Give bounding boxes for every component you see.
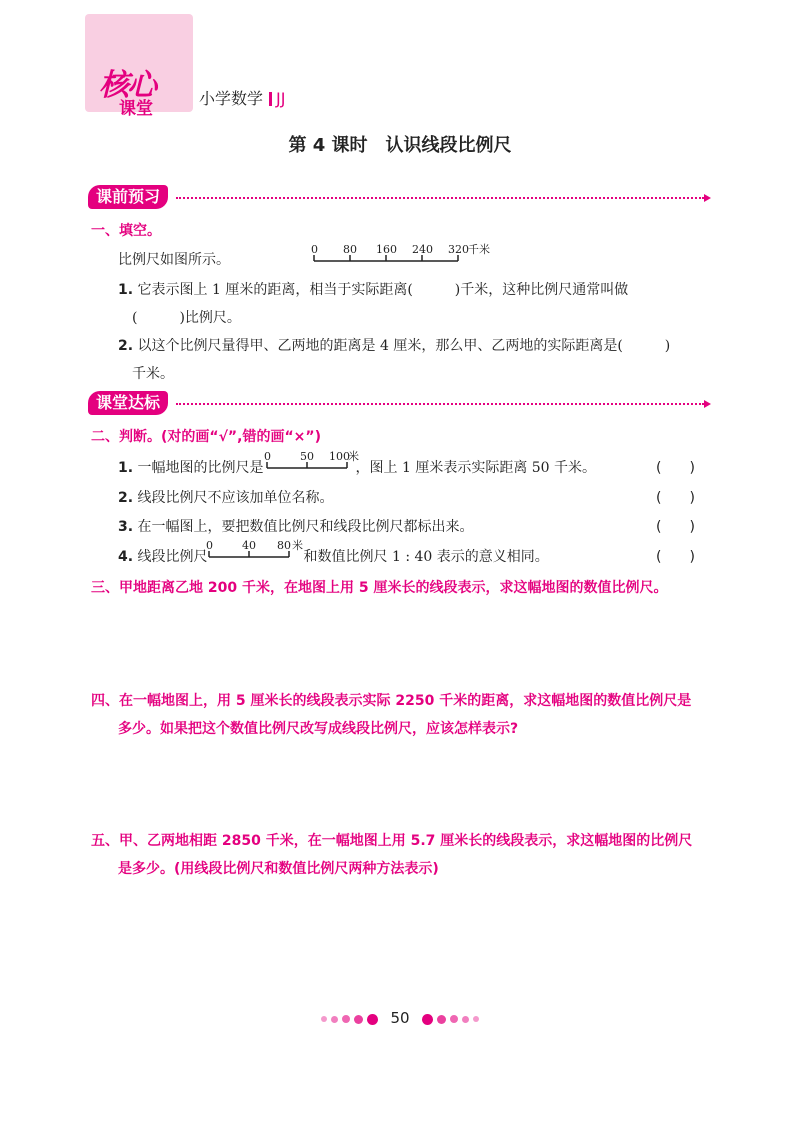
item-number: 2. [118, 338, 134, 354]
q2-item-2 [118, 487, 334, 507]
scale-label: 0 [311, 243, 318, 256]
answer-blank[interactable]: ( ) [656, 519, 695, 535]
answer-blank[interactable]: ( ) [656, 549, 695, 565]
scale-unit: 千米 [468, 243, 490, 256]
decorative-dots-right [420, 1011, 481, 1027]
scale-unit: 米 [348, 450, 359, 463]
arrow-icon [704, 400, 711, 408]
item-text: 以这个比例尺量得甲、乙两地的距离是 4 厘米，那么甲、乙两地的实际距离是( ) [137, 338, 671, 354]
logo-text-main: 核心 [99, 68, 155, 103]
brand-logo [85, 14, 193, 119]
scale-label: 100 [329, 450, 350, 463]
question-2-heading: 二、判断。(对的画“√”,错的画“×”) [91, 429, 321, 445]
scale-label: 240 [412, 243, 433, 256]
question-4-line-1: 四、在一幅地图上，用 5 厘米长的线段表示实际 2250 千米的距离，求这幅地图的数值比例尺是 [91, 693, 692, 709]
item-text: 线段比例尺 [137, 549, 208, 565]
item-text: 一幅地图的比例尺是 [137, 460, 264, 476]
question-1-heading: 一、填空。 [91, 223, 161, 239]
q1-item-1-line-2: ( )比例尺。 [132, 310, 241, 326]
scale-label: 50 [300, 450, 314, 463]
scale-label: 0 [206, 539, 213, 552]
question-5-line-1: 五、甲、乙两地相距 2850 千米，在一幅地图上用 5.7 厘米长的线段表示，求这幅地图的比例尺 [91, 833, 693, 849]
decorative-dots-left [319, 1011, 380, 1027]
scale-label: 0 [264, 450, 271, 463]
q2-item-3 [118, 516, 474, 536]
divider-bar [269, 92, 272, 106]
arrow-icon [704, 194, 711, 202]
scale-bar-q1 [308, 243, 508, 271]
item-text: 和数值比例尺 1 : 40 表示的意义相同。 [303, 549, 549, 565]
question-3: 三、甲地距离乙地 200 千米，在地图上用 5 厘米长的线段表示，求这幅地图的数值比例尺。 [91, 580, 668, 596]
subject-label [199, 86, 285, 109]
item-number: 1. [118, 460, 134, 476]
item-number: 1. [118, 282, 134, 298]
page-footer [0, 1009, 800, 1027]
answer-blank[interactable]: ( ) [656, 490, 695, 506]
scale-label: 320 [448, 243, 469, 256]
item-text: 线段比例尺不应该加单位名称。 [137, 490, 334, 506]
question-4-line-2: 多少。如果把这个数值比例尺改写成线段比例尺，应该怎样表示? [118, 721, 519, 737]
item-number: 3. [118, 519, 134, 535]
item-number: 4. [118, 549, 134, 565]
scale-label: 40 [242, 539, 256, 552]
banner-divider [176, 197, 704, 199]
subject-name: 小学数学 [199, 89, 264, 108]
item-number: 2. [118, 490, 134, 506]
edition-label: JJ [276, 89, 286, 108]
section-banner-classroom: 课堂达标 [88, 391, 168, 415]
section-banner-preview: 课前预习 [88, 185, 168, 209]
question-5-line-2: 是多少。(用线段比例尺和数值比例尺两种方法表示) [118, 861, 439, 877]
scale-label: 80 [277, 539, 291, 552]
scale-unit: 米 [292, 539, 303, 552]
answer-blank[interactable]: ( ) [656, 460, 695, 476]
q1-item-1-line-1 [118, 279, 628, 299]
item-text: ，图上 1 厘米表示实际距离 50 千米。 [355, 460, 597, 476]
banner-divider [176, 403, 704, 405]
q1-item-2-line-1 [118, 335, 670, 355]
q2-item-4 [118, 546, 549, 566]
q1-item-2-line-2: 千米。 [132, 366, 174, 382]
scale-label: 160 [376, 243, 397, 256]
page-number: 50 [390, 1009, 410, 1027]
q1-intro: 比例尺如图所示。 [118, 252, 230, 268]
item-text: 它表示图上 1 厘米的距离，相当于实际距离( )千米，这种比例尺通常叫做 [137, 282, 629, 298]
lesson-title: 第 4 课时 认识线段比例尺 [288, 135, 512, 156]
scale-label: 80 [343, 243, 357, 256]
logo-text-sub: 课堂 [119, 99, 153, 119]
scale-bar-q2-1 [261, 450, 361, 478]
scale-bar-q2-4 [203, 539, 303, 567]
item-text: 在一幅图上，要把数值比例尺和线段比例尺都标出来。 [137, 519, 474, 535]
